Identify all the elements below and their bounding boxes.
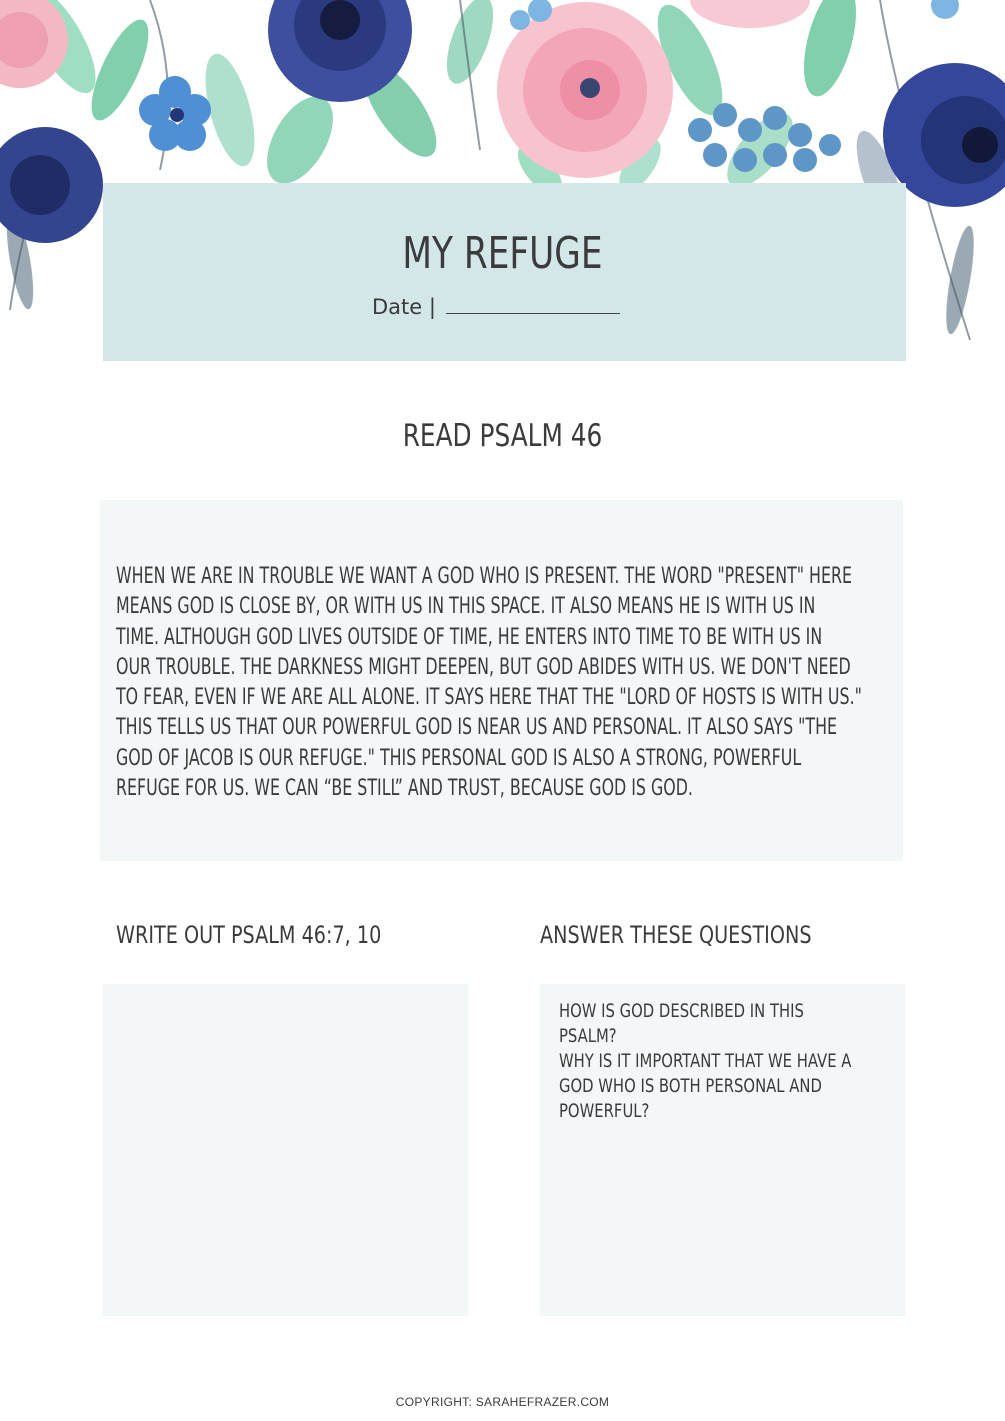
date-field[interactable]: [372, 295, 620, 319]
date-blank-line[interactable]: [446, 295, 620, 314]
date-label: Date |: [372, 295, 436, 319]
questions-text: HOW IS GOD DESCRIBED IN THIS PSALM? WHY IS IT IMPORTANT THAT WE HAVE A GOD WHO IS BOTH PERSONAL AND POWERFUL?: [559, 1000, 852, 1122]
pink-rose-top-right: [690, 0, 810, 28]
write-out-box[interactable]: [103, 984, 468, 1316]
blue-flower-small: [139, 76, 211, 151]
pink-rose-left: [0, 0, 68, 88]
copyright-footer: COPYRIGHT: SARAHEFRAZER.COM: [395, 1395, 610, 1409]
reading-heading: READ PSALM 46: [402, 418, 603, 454]
page-title: MY REFUGE: [402, 228, 603, 279]
navy-rose-left: [0, 127, 103, 243]
answer-questions-heading: ANSWER THESE QUESTIONS: [540, 921, 812, 949]
reflection-text: WHEN WE ARE IN TROUBLE WE WANT A GOD WHO IS PRESENT. THE WORD "PRESENT" HERE MEANS GOD IS CLOSE BY, OR WITH US IN THIS SPACE. IT ALSO MEANS HE IS WITH US IN TIME. ALTHOUGH GOD LIVES OUTSIDE OF TIME, HE ENTERS INTO TIME TO BE WITH US IN OUR TROUBLE. THE DARKNESS MIGHT DEEPEN, BUT GOD ABIDES WITH US. WE DON'T NEED TO FEAR, EVEN IF WE ARE ALL ALONE. IT SAYS HERE THAT THE "LORD OF HOSTS IS WITH US." THIS TELLS US THAT OUR POWERFUL GOD IS NEAR US AND PERSONAL. IT ALSO SAYS "THE GOD OF JACOB IS OUR REFUGE." THIS PERSONAL GOD IS ALSO A STRONG, POWERFUL REFUGE FOR US. WE CAN “BE STILL” AND TRUST, BECAUSE GOD IS GOD.: [116, 564, 862, 802]
write-out-heading: WRITE OUT PSALM 46:7, 10: [116, 921, 382, 949]
